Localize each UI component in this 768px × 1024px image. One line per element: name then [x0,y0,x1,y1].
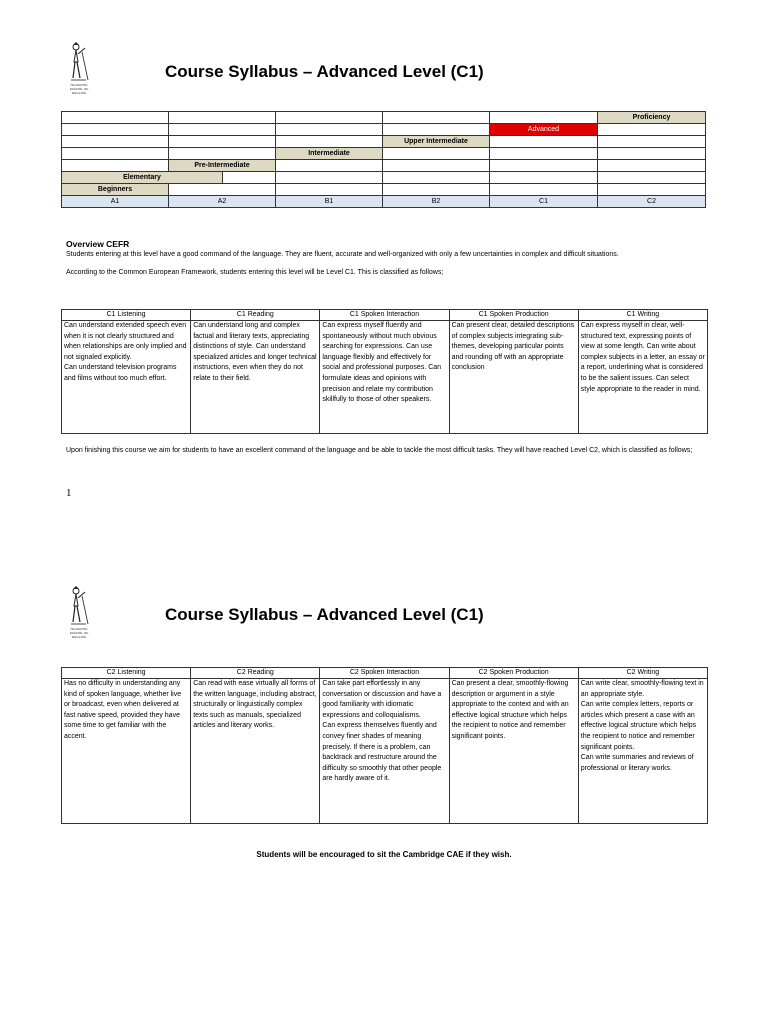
overview-text: Students entering at this level have a good command of the language. They are fluent, accurate and well-organized with only a few uncertainties in complex and difficult situations. [66,250,619,258]
level-code: C1 [490,196,598,208]
table-header: C1 Writing [578,310,707,321]
table-cell: Has no difficulty in understanding any kind of spoken language, whether live or broadcast, even when delivered at fast native speed, provided they have some time to get familiar with the accent. [62,679,191,824]
table-cell: Can write clear, smoothly-flowing text in an appropriate style. Can write complex letters, reports or articles which present a case with an effective logical structure which helps the recipient to notice and remember significant points. Can write summaries and reviews of professional or literary works. [578,679,707,824]
overview-heading: Overview CEFR [66,239,130,249]
level-beginners: Beginners [62,184,169,196]
table-header: C2 Spoken Interaction [320,668,449,679]
table-cell: Can understand long and complex factual and literary texts, appreciating distinctions of style. Can understand specialized articles and longer technical instructions, even when they do not relate to their field. [191,321,320,434]
level-proficiency: Proficiency [598,112,706,124]
table-cell: Can present a clear, smoothly-flowing description or argument in a style appropriate to the context and with an effective logical structure which helps the recipient to notice and remember significant points. [449,679,578,824]
level-code: A2 [169,196,276,208]
table-header: C1 Listening [62,310,191,321]
table-cell: Can take part effortlessly in any conversation or discussion and have a good familiarity with idiomatic expressions and colloquialisms. Can express themselves fluently and convey finer shades of meaning precisely. If there is a problem, can backtrack and restructure around the difficulty so smoothly that other people are hardly aware of it. [320,679,449,824]
level-code: C2 [598,196,706,208]
table-cell: Can express myself fluently and spontaneously without much obvious searching for expressions. Can use language flexibly and effectively for social and professional purposes. Can formulate ideas and opinions with precision and relate my contribution skillfully to those of other speakers. [320,321,449,434]
guard-figure-icon [66,586,92,626]
framework-text: According to the Common European Framework, students entering this level will be Level C1. This is classified as follows; [66,269,444,276]
level-code: B2 [383,196,490,208]
c1-skills-table [61,309,708,434]
logo-text-line2: SCHOOL OF [69,87,89,91]
page-number: 1 [66,487,72,499]
table-header: C2 Reading [191,668,320,679]
logo-text-line3: ENGLISH [72,635,86,639]
table-header: C2 Spoken Production [449,668,578,679]
table-header: C1 Spoken Production [449,310,578,321]
table-header: C2 Listening [62,668,191,679]
table-cell: Can understand extended speech even when it is not clearly structured and when relationships are only implied and not signaled explicitly. Can understand television programs and films without too much effort. [62,321,191,434]
level-upper-intermediate: Upper Intermediate [383,136,490,148]
school-logo [66,42,92,98]
overview-section [66,240,706,278]
table-header: C2 Writing [578,668,707,679]
page2-title: Course Syllabus – Advanced Level (C1) [165,605,484,624]
cambridge-note: Students will be encouraged to sit the Cambridge CAE if they wish. [256,850,512,859]
level-intermediate: Intermediate [276,148,383,160]
logo-text-line2: SCHOOL OF [69,631,89,635]
table-cell: Can express myself in clear, well-structured text, expressing points of view at some length. Can write about complex subjects in a letter, an essay or a report, underlining what is considered to be the salient issues. Can select style appropriate to the reader in mind. [578,321,707,434]
table-cell: Can present clear, detailed descriptions of complex subjects integrating sub-themes, developing particular points and rounding off with an appropriate conclusion [449,321,578,434]
level-code: B1 [276,196,383,208]
logo-text-line3: ENGLISH [72,91,86,95]
table-header: C1 Spoken Interaction [320,310,449,321]
table-header: C1 Reading [191,310,320,321]
page1-title: Course Syllabus – Advanced Level (C1) [165,62,484,81]
level-code: A1 [62,196,169,208]
level-pre-intermediate: Pre-Intermediate [169,160,276,172]
finish-text: Upon finishing this course we aim for students to have an excellent command of the language and be able to tackle the most difficult tasks. They will have reached Level C2, which is classified as follows; [66,447,693,454]
table-cell: Can read with ease virtually all forms of the written language, including abstract, structurally or linguistically complex texts such as manuals, specialized articles and literary works. [191,679,320,824]
cefr-level-grid [61,111,706,208]
school-logo [66,586,92,642]
logo-text-line1: ISLINGTON [70,83,88,87]
level-advanced: Advanced [490,124,598,136]
level-elementary: Elementary [62,172,223,184]
logo-text-line1: ISLINGTON [70,627,88,631]
c2-skills-table [61,667,708,824]
guard-figure-icon [66,42,92,82]
